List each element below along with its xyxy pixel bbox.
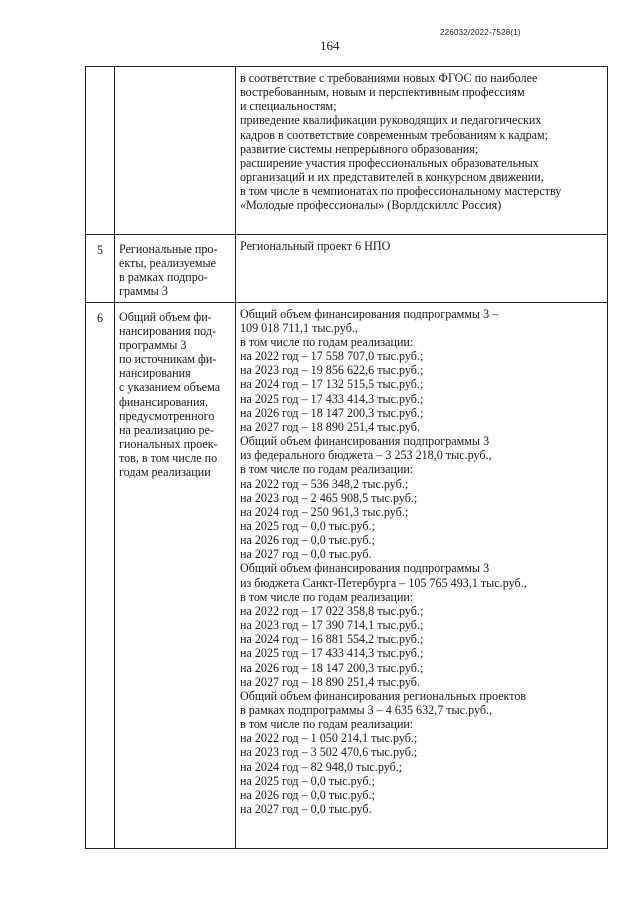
content-line: на 2025 год – 0,0 тыс.руб.; [240, 773, 375, 788]
content-line: на 2026 год – 18 147 200,3 тыс.руб.; [240, 660, 424, 675]
content-line: на 2024 год – 17 132 515,5 тыс.руб.; [240, 377, 424, 392]
content-line: расширение участия профессиональных образовательных [240, 155, 539, 170]
row-label [115, 235, 236, 303]
content-line: в том числе в чемпионатах по профессиональному мастерству [240, 184, 562, 199]
content-line: Общий объем финансирования подпрограммы 3 [240, 561, 490, 576]
label-line: программы 3 [119, 337, 187, 352]
label-line: в рамках подпро- [119, 270, 208, 285]
page-number: 164 [320, 38, 340, 53]
label-line: екты, реализуемые [119, 256, 217, 271]
row-label [115, 67, 236, 235]
content-line: востребованным, новым и перспективным профессиям [240, 85, 525, 100]
content-line: в рамках подпрограммы 3 – 4 635 632,7 тыс.руб., [240, 703, 493, 717]
label-line: нансирования [119, 366, 191, 381]
content-line: в том числе по годам реализации: [240, 717, 414, 732]
content-line: на 2023 год – 2 465 908,5 тыс.руб.; [240, 490, 418, 505]
content-line: и специальностям; [240, 99, 337, 114]
content-line: «Молодые профессионалы» (Ворлдскиллс Россия) [240, 198, 502, 213]
label-line: годам реализации [119, 465, 211, 480]
content-line: на 2023 год – 19 856 622,6 тыс.руб.; [240, 363, 424, 378]
content-line: приведение квалификации руководящих и педагогических [240, 113, 542, 128]
row-content [236, 67, 608, 235]
content-line: на 2024 год – 250 961,3 тыс.руб.; [240, 504, 409, 519]
content-line: Общий объем финансирования региональных проектов [240, 688, 527, 703]
label-line: финансирования, [119, 394, 209, 409]
content-line: на 2025 год – 17 433 414,3 тыс.руб.; [240, 391, 424, 406]
label-line: с указанием объема [119, 380, 221, 395]
label-line: нансирования под- [119, 323, 217, 338]
label-line: тов, в том числе по [119, 451, 218, 466]
content-line: организаций и их представителей в конкурсном движении, [240, 170, 544, 185]
content-line: из федерального бюджета – 3 253 218,0 тыс.руб., [240, 448, 492, 463]
content-line: на 2023 год – 17 390 714,1 тыс.руб.; [240, 618, 424, 633]
content-line: на 2026 год – 18 147 200,3 тыс.руб.; [240, 405, 424, 420]
row-number: 5 [86, 235, 115, 303]
content-line: на 2022 год – 17 022 358,8 тыс.руб.; [240, 603, 424, 618]
document-code: 226032/2022-7528(1) [440, 28, 521, 37]
content-line: Региональный проект 6 НПО [240, 239, 391, 253]
label-line: по источникам фи- [119, 352, 217, 367]
label-line: предусмотренного [119, 408, 215, 423]
content-line: развитие системы непрерывного образования; [240, 141, 479, 156]
content-line: на 2022 год – 17 558 707,0 тыс.руб.; [240, 349, 424, 364]
label-line: граммы 3 [119, 284, 168, 299]
content-line: на 2026 год – 0,0 тыс.руб.; [240, 787, 375, 802]
content-line: на 2026 год – 0,0 тыс.руб.; [240, 533, 375, 548]
row-content [236, 302, 608, 848]
label-line: Региональные про- [119, 242, 218, 256]
row-number [86, 67, 115, 235]
content-line: на 2027 год – 18 890 251,4 тыс.руб. [240, 674, 420, 689]
content-line: на 2022 год – 1 050 214,1 тыс.руб.; [240, 731, 418, 746]
label-line: на реализацию ре- [119, 422, 214, 437]
content-line: на 2024 год – 16 881 554,2 тыс.руб.; [240, 632, 424, 647]
content-line: в том числе по годам реализации: [240, 462, 414, 477]
content-line: на 2025 год – 0,0 тыс.руб.; [240, 518, 375, 533]
row-label [115, 302, 236, 848]
content-line: на 2027 год – 0,0 тыс.руб. [240, 802, 372, 817]
content-line: на 2025 год – 17 433 414,3 тыс.руб.; [240, 646, 424, 661]
row-number: 6 [86, 302, 115, 848]
content-line: в соответствие с требованиями новых ФГОС по наиболее [240, 71, 538, 85]
table-row [86, 235, 608, 303]
content-line: на 2027 год – 0,0 тыс.руб. [240, 547, 372, 562]
content-line: на 2022 год – 536 348,2 тыс.руб.; [240, 476, 409, 491]
content-line: на 2024 год – 82 948,0 тыс.руб.; [240, 759, 403, 774]
table-row [86, 67, 608, 235]
content-line: Общий объем финансирования подпрограммы 3 – [240, 306, 499, 321]
label-line: Общий объем фи- [119, 309, 212, 324]
content-line: Общий объем финансирования подпрограммы 3 [240, 434, 490, 449]
content-line: в том числе по годам реализации: [240, 589, 414, 604]
content-line: из бюджета Санкт-Петербурга – 105 765 493,1 тыс.руб., [240, 575, 527, 590]
content-line: на 2027 год – 18 890 251,4 тыс.руб. [240, 419, 420, 434]
table-row [86, 302, 608, 848]
passport-table [85, 66, 608, 849]
row-content [236, 235, 608, 303]
content-line: кадров в соответствие современным требованиям к кадрам; [240, 127, 549, 142]
content-line: в том числе по годам реализации: [240, 334, 414, 349]
label-line: гиональных проек- [119, 437, 218, 452]
content-line: на 2023 год – 3 502 470,6 тыс.руб.; [240, 745, 418, 760]
content-line: 109 018 711,1 тыс.руб., [240, 320, 358, 335]
